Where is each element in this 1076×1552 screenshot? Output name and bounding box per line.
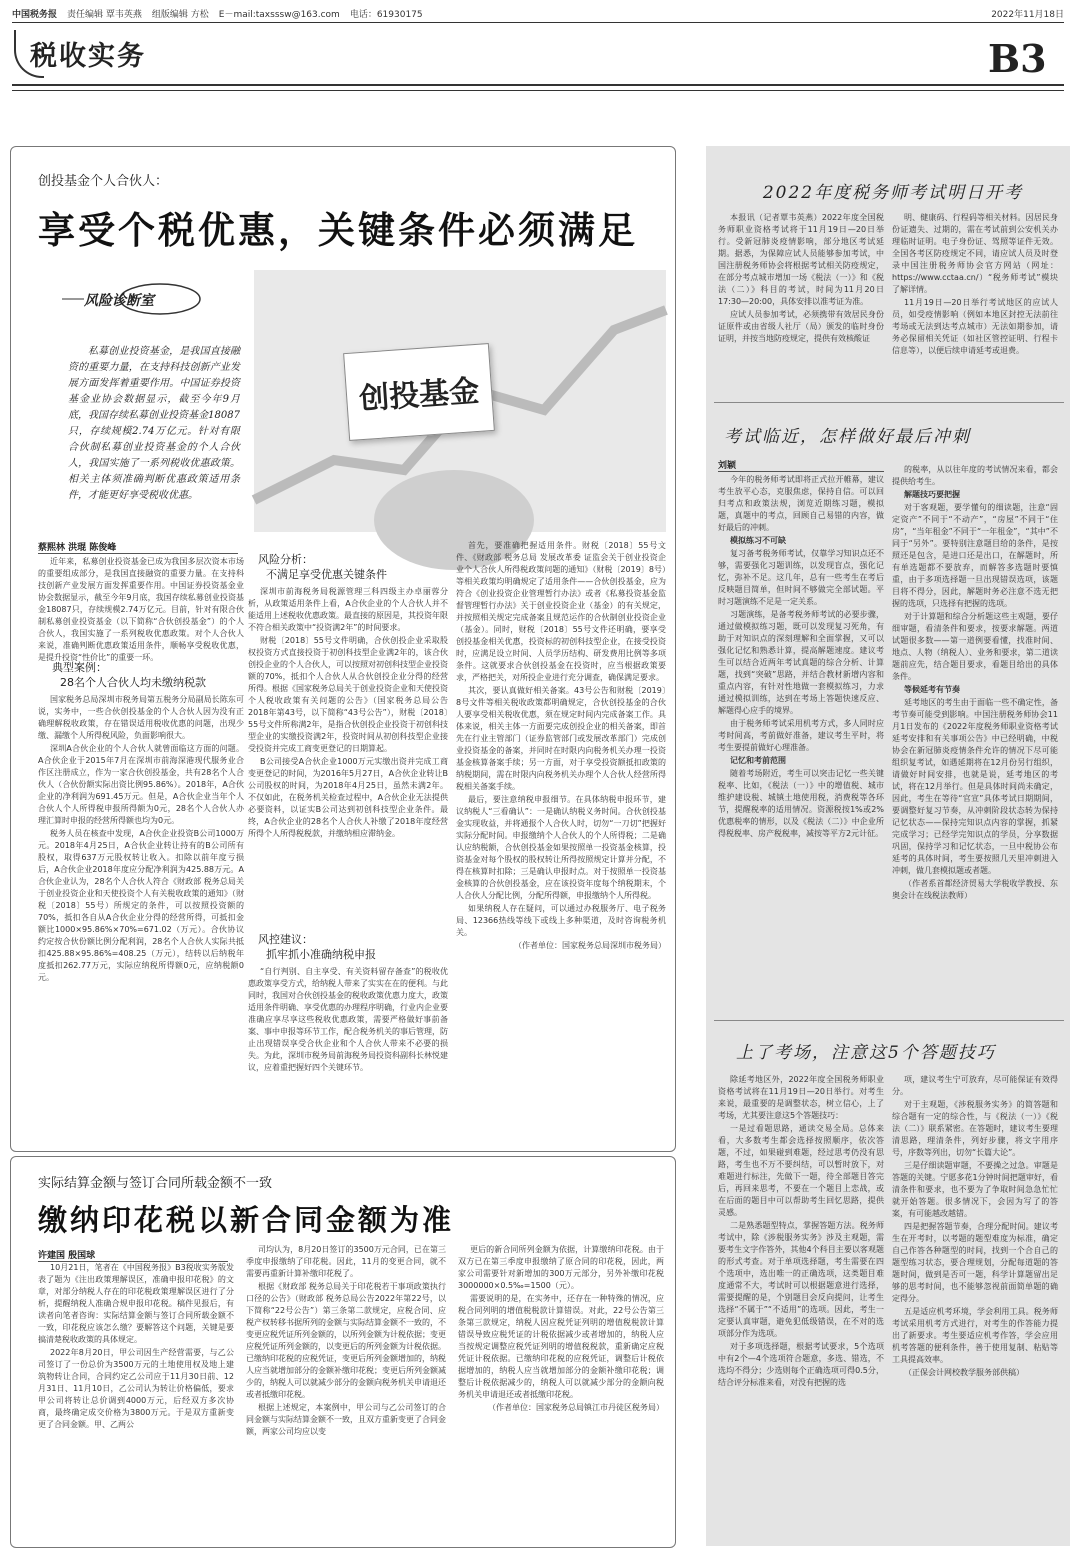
- header-rule: [12, 84, 1064, 86]
- risk-subtitle: 不满足享受优惠关键条件: [266, 568, 387, 581]
- main-col2-bottom: [248, 966, 448, 1142]
- sidebar-divider: [714, 1020, 1064, 1021]
- paragraph: 随着考场附近，考生可以突击记忆一些关键税率、比如，《税法（一）》中的增值税、城市维护建设税、城镇土地使用税，消费税等各环节，提醒税率的适用情况。资源税按1%或2%优惠税率的情形，以及《税法（二）》中企业所得税税率、房产税税率，减按等平方2元计征。: [718, 769, 884, 838]
- main-byline: 蔡熙林 洪琨 陈俊峰: [38, 540, 238, 554]
- paragraph: 11月19日—20日举行考试地区的应试人员，如受疫情影响（例如本地区封控无法前往考场或无法到达考点城市）无法如期参加，请务必保留相关凭证（如社区管控证明、行程卡信息等），以便后续申请延考或退费。: [892, 298, 1058, 355]
- paragraph: 一是过看题思路，通读交易全局。总体来看，大多数考生都会选择按照顺序，依次答题，不过，如果碰到难题，经过思考仍没有思路，考生也不万不要纠结，可以暂时放下，对难题进行标注，先做下一题，待全部题目答完后，再回来思考，不要在一个题目上恋战，或在后面的题目中可以帮助考生回忆思路，提供灵感。: [718, 1124, 884, 1217]
- column-stamp-text: 风险诊断室: [84, 293, 154, 309]
- paragraph: 10月21日，笔者在《中国税务报》B3税收实务版发表了题为《注出政策理解误区，准确申报印花税》的文章，对部分纳税人存在的印花税政策理解误区进行了分析，提醒纳税人准确合规申报印花税。稿件见报后，有读者向笔者咨询：实际结算金额与签订合同所载金额不一致，印花税应该怎么缴？要解答这个问题，关键是要搞清楚税收政策的具体规定。: [38, 1263, 234, 1344]
- subsection-heading: 等候延考有节奏: [904, 685, 960, 694]
- paragraph: 复习备考税务师考试，仅靠学习知识点还不够，需要强化习题训练，以发现盲点，强化记忆，弥补不足。这几年，总有一些考生在考后反映题目简单，但时间不够做完全部试题。平时习题演练不足是一定关系。: [718, 549, 884, 606]
- paragraph: 深圳A合伙企业的个人合伙人就曾面临这方面的问题。A合伙企业于2015年7月在深圳市前海深港现代服务业合作区注册成立，作为一家合伙创投基金，共有28名个人合伙人（合伙份额实际出资比例95.86%）。2018年，A合伙企业的净利润为691.45万元。但是，A合伙企业当年个人合伙人个人所得税申报所得额为0元，28名个人合伙人办理汇算时申报的经营所得额也均为0元。: [38, 744, 244, 825]
- paragraph: 四是把握答题节奏，合理分配时间。建议考生在开考时，以考题的题型难度为标准，确定自己作答各种题型的时间，找到一个合自己的题型练习状态，要合理规划，分配每道题的答题时间，做到是否可一题，科学计算题留出足够的思考时间，也不能够忽视前面简单题的确定得分。: [892, 1222, 1058, 1303]
- masthead-bar: [12, 6, 1064, 20]
- paragraph: 税务人员在核查中发现，A合伙企业投资B公司1000万元。2018年4月25日，A合伙企业转让持有的B公司所有股权，取得637万元股权转让收入。扣除以前年度亏损后，A合伙企业2018年度应分配净利润为425.88万元。A合伙企业认为，28名个人合伙人符合《财政部 税务总局关于创业投资企业和天使投资个人有关税收政策的通知》（财税〔2018〕55号）所规定的条件，可以按照投资额的70%，抵扣各自从A合伙企业分得的经营所得，可抵扣金额比1000×95.86%×70%=671.02（万元）。合伙协议约定按合伙份额比例分配利润，28名个人合伙人实际共抵扣425.88×95.86%=408.25（万元），结转以后纳税年度抵扣262.77万元，实际应纳税所得额0元，应纳税额0元。: [38, 829, 244, 982]
- paragraph: 由于税务师考试采用机考方式，多人同时应考时间高，考前做好准备，建议考生平时，将考生要提前做好心理准备。: [718, 719, 884, 752]
- main-kicker: 创投基金个人合伙人：: [38, 174, 169, 189]
- tips-headline: 上了考场，注意这5个答题技巧: [736, 1043, 996, 1063]
- subsection-heading: 模拟练习不可缺: [730, 536, 786, 545]
- paper-name: 中国税务报: [12, 9, 58, 20]
- risk-title: 风险分析：: [258, 553, 313, 566]
- paragraph: 项，建议考生宁可放弃，尽可能保证有效得分。: [892, 1075, 1058, 1096]
- paragraph: 明、健康码、行程码等相关材料。因居民身份证遗失、过期的，需在考试前到公安机关办理临时证明。电子身份证、驾照等证件无效。全国各考区防疫规定不同，请应试人员及时登录中国注册税务师协会官方网站（网址：https://www.cctaa.cn/）“税务师考试”模块了解详情。: [892, 213, 1058, 294]
- case-title: 典型案例：: [52, 661, 107, 674]
- subsection-heading: 解题技巧要把握: [904, 490, 960, 499]
- paragraph: 本报讯（记者覃韦英燕）2022年度全国税务师职业资格考试将于11月19日—20日举行。受新冠肺炎疫情影响，部分地区考试延期。据悉，为保障应试人员能够参加考试，中国注册税务师协会将根据考试相关防疫规定，在部分考点城市增加一场《税法（一）》和《税法（二）》科目的考试，时间为11月20日17:30—20:00，具体安排以准考证为准。: [718, 213, 884, 306]
- exam-col1: [718, 212, 884, 388]
- paragraph: 如果纳税人存在疑问，可以通过办税服务厅、电子税务局、12366热线等线下或线上多种渠道，及时咨询税务机关。: [456, 904, 666, 937]
- paragraph: 根据上述规定，本案例中，甲公司与乙公司签订的合同金额与实际结算金额不一致，且双方重新变更了合同金额，两家公司均应以变: [246, 1403, 446, 1436]
- paragraph: 需要说明的是，在实务中，还存在一种特殊的情况，应税合同列明的增值税税款计算错误。对此，22号公告第三条第三款规定，纳税人因应税凭证列明的增值税税款计算错误导致应税凭证的计税依据减少或者增加的，纳税人应当按规定调整应税凭证列明的增值税税款，重新确定应税凭证计税依据。已缴纳印花税的应税凭证，调整后计税依据增加的，纳税人应当就增加部分的金额补缴印花税；调整后计税依据减少的，纳税人可以就减少部分的金额向税务机关申请退还或者抵缴印花税。: [458, 1294, 664, 1399]
- paragraph: 的税率，从以往年度的考试情况来看，都会提供给考生。: [892, 465, 1058, 486]
- case-heading: [52, 660, 242, 690]
- author-affiliation: （作者系首都经济贸易大学税收学教授、东奥会计在线税法教师）: [892, 879, 1058, 900]
- paragraph: 应试人员参加考试，必须携带有效居民身份证原件或由省级人社厅（局）颁发的临时身份证明，并按当地防疫规定，提供有效核酸证: [718, 310, 884, 343]
- exam-col2: [892, 212, 1058, 388]
- paragraph: 除延考地区外，2022年度全国税务师职业资格考试将在11月19日—20日举行。对考生来说，最重要的是调整状态，树立信心，上了考场，尤其要注意这5个答题技巧：: [718, 1075, 884, 1120]
- main-intro: 私募创业投资基金，是我国直接融资的重要力量，在支持科技创新产业发展方面发挥着重要作用。中国证券投资基金业协会数据显示，截至今年9月底，我国存续私募创业投资基金18087只，存续规模2.74万亿元。针对有限合伙制私募创业投资基金的个人合伙人，我国实施了一系列税收优惠政策。相关主体须准确判断优惠政策适用条件，才能更好享受税收优惠。: [68, 346, 240, 501]
- paragraph: 对于主观题，《涉税服务实务》的简答题和综合题有一定的综合性，与《税法（一）》《税法（二）》联系紧密。在答题时，建议考生要理清思路，理清条件，列好步骤，将文字用序号，序数等列出，切勿“长篇大论”。: [892, 1100, 1058, 1157]
- paragraph: 今年的税务师考试即将正式拉开帷幕，建议考生放平心态，克服焦虑，保持自信。可以回归考点和政策法规，浏览近期练习题，模拟题，真题中的考点，回顾自己易错的内容，做好最后的冲刺。: [718, 475, 884, 532]
- fund-photo: [254, 270, 666, 532]
- stamp-col2: [246, 1244, 446, 1540]
- stamp-col1: [38, 1262, 234, 1540]
- main-col1-top: [38, 556, 244, 662]
- case-subtitle: 28名个人合伙人均未缴纳税款: [60, 676, 206, 689]
- author-affiliation: （正保会计网校教学服务部供稿）: [904, 1368, 1024, 1377]
- risk-heading: [258, 552, 448, 582]
- paragraph: 对于多项选择题，根据考试要求，5个选项中有2个—4个选项符合题意，多选、错选，不选均不得分；少选则每个正确选项可得0.5分，结合评分标准来看，对没有把握的选: [718, 1342, 884, 1387]
- sidebar-divider: [714, 402, 1064, 403]
- paragraph: 2022年8月20日，甲公司因生产经营需要，与乙公司签订了一份总价为3500万元的土地使用权及地上建筑物转让合同，合同约定乙公司应于11月30日前、12月31日、11月10日，乙公司认为转让价格偏低，要求甲公司将转让总价调到4000万元，后经双方多次协商，最终确定成交价格为3800万元。于是双方重新变更了合同金额。甲、乙两公: [38, 1348, 234, 1429]
- stamp-col3: [458, 1244, 664, 1540]
- editor-phone: 电话：61930175: [349, 9, 423, 20]
- paragraph: 三是仔细读题审题，不要操之过急。审题是答题的关键。宁愿多花1分钟时间把题审好，看清条件和要求，也不要为了争取时间急急忙忙就开始答题。很多情况下，会因为写了的答案，有可能越改越错。: [892, 1161, 1058, 1218]
- main-headline: 享受个税优惠，关键条件必须满足: [38, 208, 638, 252]
- final-col1: [718, 474, 884, 902]
- paragraph: 二是熟悉题型特点，掌握答题方法。税务师考试中，除《涉税服务实务》涉及主观题，需要考生文字作答外，其他4个科目主要以客观题的形式考查。对于单项选择题，考生需要在四个选项中，选出唯一的正确选项，这类题目难度通常不大，考试时可以根据题意进行选择，需要提醒的是，个别题目会反向提问，让考生选择“不属于”“不适用”的选项。因此，考生一定要认真审题，避免犯低级错误，在不对的选项部分作为选项。: [718, 1221, 884, 1338]
- paragraph: 最后，要注意纳税申报细节。在具体纳税申报环节，建议纳税人“三看确认”：一是确认纳税义务时间。合伙创投基金实现收益，并将通报个人合伙人时，切勿“一刀切”把握好实际分配时间。申报缴纳个人合伙人的个人所得税；二是确认应纳税额，合伙创投基金如果按照单一投资基金核算，投资基金对每个股权的股权转让所得按照规定计算并分配，不得在核算时扣除；三是确认申报时点。对于按照单一投资基金核算的合伙创投基金，应在该投资年度每个纳税期末，个人合伙人分配比例，分配所得额，申报缴纳个人所得税。: [456, 795, 666, 900]
- main-col2-top: [248, 586, 448, 926]
- issue-date: 2022年11月18日: [991, 9, 1064, 20]
- final-byline: 刘颖: [718, 458, 884, 472]
- tips-col1: [718, 1074, 884, 1540]
- paragraph: 习题演练，是备考税务师考试的必要步骤，通过做模拟练习题，既可以发现复习死角，有助于对知识点的深刻理解和全面掌握，又可以强化记忆和熟悉计算，提高解题速度。建议考生可以结合近两年考试真题的综合分析、计算题，找到“突破”思路，并结合教材新增内容和重点内容，有针对性地做一套模拟练习，力求通过模拟训练，达到在考场上答题快速反应、解题得心应手的境界。: [718, 610, 884, 715]
- final-headline: 考试临近，怎样做好最后冲刺: [724, 427, 971, 447]
- advice-title: 风控建议：: [258, 933, 313, 946]
- header-rule-thin: [12, 90, 1064, 91]
- paragraph: B公司接受A合伙企业1000万元实缴出资并完成工商变更登记的时间，为2016年5月27日，A合伙企业转让B公司股权的时间，为2018年4月25日，虽然未满2年。不仅如此，在税务机关检查过程中，A合伙企业无法提供必要资料，以证实B公司达到初创科技型企业条件。最终，A合伙企业的28名个人合伙人补缴了2018年度经营所得个人所得税税款，并缴纳相应滞纳金。: [248, 757, 448, 838]
- column-stamp: [62, 282, 202, 316]
- paragraph: 根据《财政部 税务总局关于印花税若干事项政策执行口径的公告》（财政部 税务总局公告2022年第22号，以下简称“22号公告”）第三条第二款规定，应税合同、应税产权转移书据所列的金额与实际结算金额不一致的，不变更应税凭证所列金额的，以所列金额为计税依据；变更应税凭证所列金额的，以变更后的所列金额为计税依据。已缴纳印花税的应税凭证，变更后所列金额增加的，纳税人应当就增加部分的金额补缴印花税；变更后所列金额减少的，纳税人可以就减少部分的金额向税务机关申请退还或者抵缴印花税。: [246, 1282, 446, 1399]
- main-col1-bottom: [38, 694, 244, 1142]
- paragraph: 五是适应机考环境，学会利用工具。税务师考试采用机考方式进行，对考生的作答能力提出了新要求。考生要适应机考作答，学会应用机考答题的便利条件，善于使用复制、粘贴等工具提高效率。: [892, 1307, 1058, 1364]
- stamp-headline: 缴纳印花税以新合同金额为准: [38, 1203, 455, 1237]
- advice-heading: [258, 932, 448, 962]
- designer-credit: 组版编辑 方松: [151, 9, 209, 20]
- paragraph: 近年来，私募创业投资基金已成为我国多层次资本市场的重要组成部分，是我国直接融资的重要力量。在支持科技创新产业发展方面发挥重要作用。中国证券投资基金业协会数据显示，截至今年9月底，我国存续私募创业投资基金18087只，存续规模2.74万亿元。目前，针对有限合伙制私募创业投资基金（以下简称“合伙创投基金”）的个人合伙人，我国实施了一系列税收优惠政策。对个人合伙人来说，准确判断优惠政策适用条件，顺畅享受税收优惠，是提升投资“性价比”的重要一环。: [38, 557, 244, 662]
- paragraph: 财税〔2018〕55号文件明确，合伙创投企业采取股权投资方式直接投资于初创科技型企业满2年的，该合伙创投企业的个人合伙人，可以按照对初创科技型企业投资额的70%，抵扣个人合伙人从合伙创投企业分得的经营所得。根据《国家税务总局关于创业投资企业和天使投资个人税收政策有关问题的公告》（国家税务总局公告2018年第43号，以下简称“43号公告”），财税〔2018〕55号文件所称满2年，是指合伙创投企业投资于初创科技型企业的实缴投资满2年，投资时间从初创科技型企业接受投资并完成工商变更登记的日期算起。: [248, 636, 448, 753]
- paragraph: 延考地区的考生由于面临一些不确定性，备考节奏可能受到影响。中国注册税务师协会11月1日发布的《2022年度税务师职业资格考试延考安排和有关事项公告》中已经明确，中税协会在新冠肺炎疫情条件允许的情况下尽可能组织复考试，如遇延期将在12月份另行组织，请做好时间安排，也就是说，延考地区的考试，将在12月举行。但是具体时间尚未确定，因此，考生在等待“官宣”具体考试日期期间，要调整好复习节奏，从冲刺阶段状态转为保持记忆状态——保持完知识点内容的掌握，抓紧完成学习；已经学完知识点的学员，分享数据巩固，保持学习和记忆状态，一旦中税协公布延考的具体时间，考生要按照几天里冲刺进入冲刺，做几套模拟题或者题。: [892, 698, 1058, 875]
- stamp-kicker: 实际结算金额与签订合同所载金额不一致: [38, 1176, 273, 1191]
- page-number: B3: [988, 36, 1047, 81]
- final-col2: [892, 464, 1058, 902]
- author-affiliation: （作者单位：国家税务总局镇江市丹徒区税务局）: [488, 1403, 664, 1412]
- main-col3: [456, 540, 666, 1142]
- stamp-byline: 许建国 殷国球: [38, 1248, 228, 1262]
- paragraph: 其次，要认真做好相关备案。43号公告和财税〔2019〕8号文件等相关税收政策都明确规定，合伙创投基金的合伙人要享受相关税收优惠，须在规定时间内完成备案工作。具体来说，相关主体一方面要完成创投企业的相关备案，即首先在行业主管部门（证券监管部门或发展改革部门）完成创业投资基金的备案，并同时在时限内向税务机关办理一投资基金核算备案手续；另一方面，对于享受投资额抵扣政策的纳税期间，需在时限内向税务机关办理个人合伙人经营所得税相关备案手续。: [456, 686, 666, 791]
- subsection-heading: 记忆和考前范围: [730, 756, 786, 765]
- editor-credit: 责任编辑 覃韦英燕: [67, 9, 142, 20]
- paragraph: 首先，要准确把握适用条件。财税〔2018〕55号文件、《财政部 税务总局 发展改革委 证监会关于创业投资企业个人合伙人所得税政策问题的通知》（财税〔2019〕8号）等相关政策均明确规定了适用条件——合伙创投基金，应为符合《创业投资企业管理暂行办法》或者《私募投资基金监督管理暂行办法》关于创业投资企业（基金）的有关规定，并按照相关规定完成备案且规范运作的合伙制创业投资企业（基金）。同时，财税〔2018〕55号文件还明确，要享受创投基金相关优惠，投资标的初创科技型企业，在接受投资时，应满足设立时间、人员学历结构、研发费用比例等多项条件。这就要求合伙创投基金在投资时，应当根据政策要求，严格把关，对所投企业进行充分调查，确保满足要求。: [456, 541, 666, 682]
- paragraph: 司均认为，8月20日签订的3500万元合同，已在第三季度申报缴纳了印花税。因此，11月的变更合同，就不需要再重新计算补缴印花税了。: [246, 1245, 446, 1278]
- section-title: 税收实务: [30, 41, 146, 72]
- photo-card-text: 创投基金: [343, 343, 495, 441]
- editor-email: E－mail:taxsssw@163.com: [218, 9, 340, 20]
- paragraph: 深圳市前海税务局税源管理三科四级主办卓丽蓉分析，从政策适用条件上看，A合伙企业的个人合伙人并不能适用上述税收优惠政策。最直接的原因是，其投资年限不符合相关政策中“投资满2年”的时间要求。: [248, 587, 448, 632]
- masthead-rule: [12, 22, 1064, 23]
- tips-col2: [892, 1074, 1058, 1540]
- exam-headline: 2022年度税务师考试明日开考: [762, 183, 1024, 203]
- paragraph: 更后的新合同所列金额为依据，计算缴纳印花税。由于双方已在第三季度申报缴纳了原合同的印花税，因此，两家公司需要针对新增加的300万元部分，另外补缴印花税3000000×0.5‰=1500（元）。: [458, 1245, 664, 1290]
- paragraph: “自行判别、自主享受、有关资料留存备查”的税收优惠政策享受方式，给纳税人带来了实实在在的便利。与此同时，我国对合伙创投基金的税收政策优惠力度大，政策适用条件明确、享受优惠的办理程序明确，行业内企业要准确应享尽享这些税收优惠政策，需要严格做好事前备案、事中申报等环节工作，配合税务机关的事后管理，防止出现错误享受合伙企业和个人合伙人带来不必要的损失。为此，深圳市税务局前海税务局投资科副科长林悦建议，应着重把握好四个关键环节。: [248, 967, 448, 1072]
- paragraph: 对于客观题，要学懂句的细读题，注意“固定资产”不同于“不动产”，“房屋”不同于“住房”，“当年租金”不同于“一年租金”，“其中”不同于“另外”。要特别注意题目给的条件，是按照还是包含，是进口还是出口，在解题时，所有单选题都不要放弃，而解答多选题时要慎重，由于多项选择题一旦出现错误选项，该题目将不得分，因此，解题时务必注意不选无把握的选项，只选择有把握的选项。: [892, 503, 1058, 608]
- advice-subtitle: 抓牢抓小准确纳税申报: [266, 948, 376, 961]
- paragraph: 对于计算题和综合分析题这些主观题，要仔细审题，看清条件和要求，按要求解题。两道试题很多数——第一道例要看懂，找准时间、地点、人物（纳税人）、业务和要求，第二道读题前应先，结合题目要求，看题目给出的具体条件。: [892, 612, 1058, 681]
- author-affiliation: （作者单位：国家税务总局深圳市税务局）: [514, 941, 666, 950]
- paragraph: 国家税务总局深圳市税务局第五税务分局副局长陈东可说，实务中，一些合伙创投基金的个人合伙人因为没有正确理解税收政策，存在错误适用税收优惠的问题，出现少缴、漏缴个人所得税风险，负面影响很大。: [38, 695, 244, 740]
